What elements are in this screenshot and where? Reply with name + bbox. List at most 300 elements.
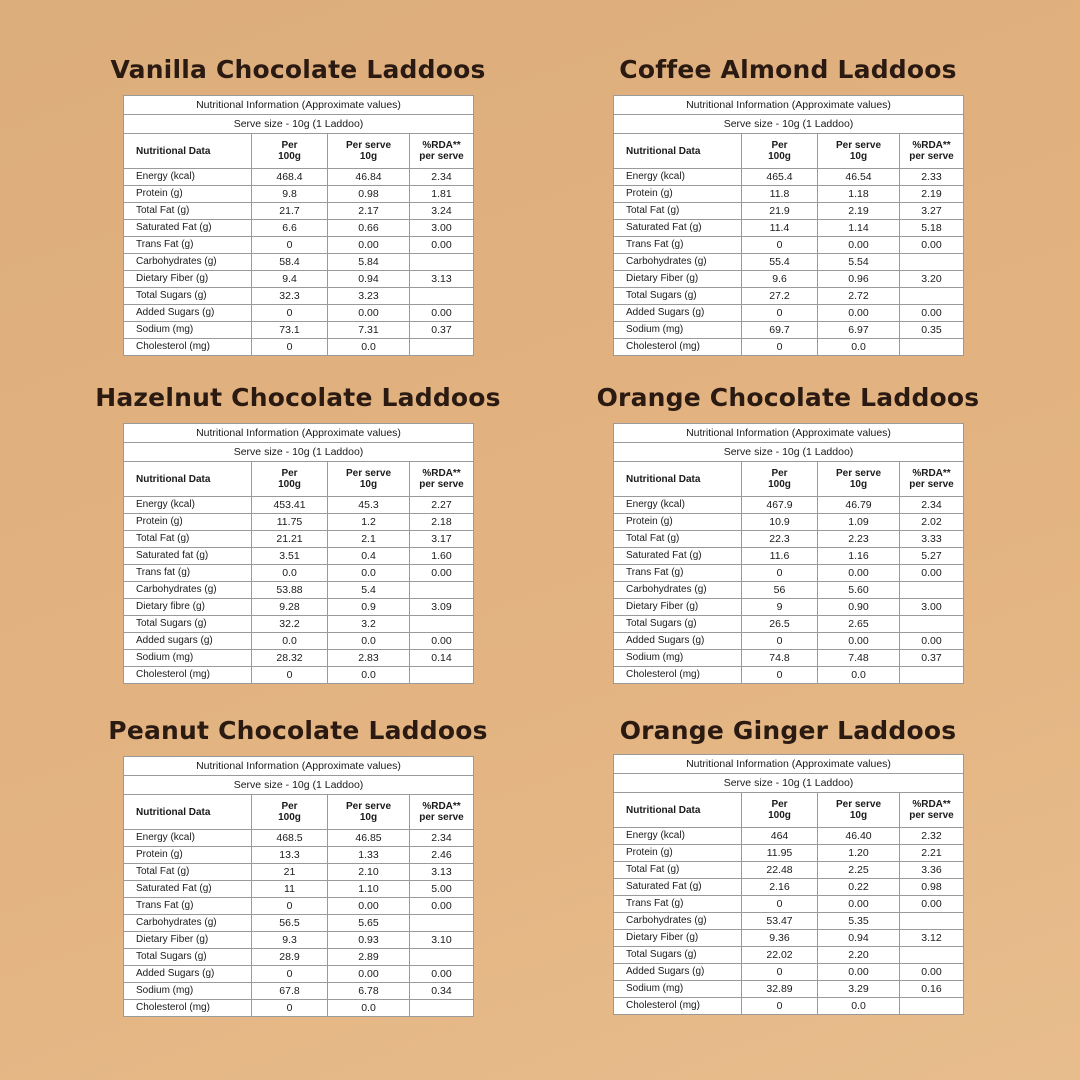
rda-value: 0.14 [410,650,474,667]
per-serve-value: 2.89 [328,949,410,966]
rda-value [900,288,964,305]
rda-value [900,616,964,633]
column-header: Per 100g [252,795,328,830]
per-100g-value: 32.89 [742,981,818,998]
column-header: Per 100g [252,462,328,497]
per-serve-value: 0.00 [818,305,900,322]
table-row [124,633,474,650]
per-100g-value: 22.48 [742,862,818,879]
table-row [614,565,964,582]
per-100g-value: 21.9 [742,203,818,220]
per-100g-value: 9 [742,599,818,616]
nutrient-label: Energy (kcal) [124,169,252,186]
nutrient-label: Carbohydrates (g) [124,915,252,932]
per-serve-value: 46.40 [818,828,900,845]
table-row [124,514,474,531]
nutrient-label: Sodium (mg) [124,650,252,667]
per-serve-value: 1.09 [818,514,900,531]
per-100g-value: 13.3 [252,847,328,864]
nutrient-label: Saturated Fat (g) [614,879,742,896]
per-100g-value: 3.51 [252,548,328,565]
nutrient-label: Protein (g) [124,186,252,203]
table-row [614,220,964,237]
per-serve-value: 3.29 [818,981,900,998]
per-serve-value: 0.00 [818,896,900,913]
per-100g-value: 28.32 [252,650,328,667]
nutrient-label: Dietary Fiber (g) [124,271,252,288]
rda-value [410,949,474,966]
per-100g-value: 0 [252,237,328,254]
nutrient-label: Energy (kcal) [614,169,742,186]
rda-value: 0.00 [410,237,474,254]
table-row [124,288,474,305]
column-header: Per 100g [252,134,328,169]
per-serve-value: 0.00 [818,633,900,650]
per-100g-value: 0 [742,237,818,254]
per-serve-value: 2.83 [328,650,410,667]
per-serve-value: 5.65 [328,915,410,932]
per-serve-value: 0.22 [818,879,900,896]
table-row [124,599,474,616]
table-row [614,288,964,305]
table-row [124,254,474,271]
per-serve-value: 0.00 [818,565,900,582]
nutrient-label: Carbohydrates (g) [614,254,742,271]
column-header: %RDA** per serve [900,134,964,169]
per-100g-value: 69.7 [742,322,818,339]
per-100g-value: 22.02 [742,947,818,964]
rda-value [410,254,474,271]
table-row [614,531,964,548]
column-header: Per serve 10g [818,134,900,169]
column-header: %RDA** per serve [410,134,474,169]
per-serve-value: 0.90 [818,599,900,616]
nutrition-table [123,756,474,1017]
nutrient-label: Trans Fat (g) [614,896,742,913]
table-row [614,930,964,947]
per-serve-value: 5.35 [818,913,900,930]
panel-title: Coffee Almond Laddoos [619,55,957,84]
per-serve-value: 1.10 [328,881,410,898]
column-header: Per serve 10g [328,795,410,830]
per-serve-value: 46.79 [818,497,900,514]
per-serve-value: 0.00 [328,898,410,915]
nutrient-label: Total Fat (g) [614,203,742,220]
column-header: Nutritional Data [124,462,252,497]
nutrient-label: Added Sugars (g) [614,305,742,322]
nutrient-label: Cholesterol (mg) [124,667,252,684]
per-100g-value: 11.6 [742,548,818,565]
table-row [614,254,964,271]
per-serve-value: 1.14 [818,220,900,237]
rda-value: 2.27 [410,497,474,514]
per-100g-value: 67.8 [252,983,328,1000]
table-caption: Nutritional Information (Approximate values) [614,96,964,115]
table-row [614,237,964,254]
per-serve-value: 2.25 [818,862,900,879]
nutrient-label: Carbohydrates (g) [614,913,742,930]
nutrient-label: Energy (kcal) [124,830,252,847]
rda-value: 3.24 [410,203,474,220]
per-serve-value: 0.96 [818,271,900,288]
rda-value: 0.37 [900,650,964,667]
nutrient-label: Sodium (mg) [124,983,252,1000]
nutrient-label: Dietary Fiber (g) [614,599,742,616]
table-row [614,828,964,845]
nutrient-label: Total Fat (g) [124,864,252,881]
per-serve-value: 0.0 [328,565,410,582]
per-serve-value: 0.00 [818,964,900,981]
rda-value: 0.00 [900,896,964,913]
per-serve-value: 6.78 [328,983,410,1000]
per-serve-value: 3.23 [328,288,410,305]
table-row [614,947,964,964]
serve-size: Serve size - 10g (1 Laddoo) [614,443,964,462]
per-serve-value: 7.31 [328,322,410,339]
per-100g-value: 464 [742,828,818,845]
per-serve-value: 46.85 [328,830,410,847]
per-100g-value: 56 [742,582,818,599]
per-100g-value: 0 [742,998,818,1015]
table-row [124,531,474,548]
rda-value: 2.32 [900,828,964,845]
table-row [124,949,474,966]
rda-value: 0.00 [900,565,964,582]
nutrient-label: Dietary Fiber (g) [124,932,252,949]
table-row [124,565,474,582]
per-100g-value: 9.6 [742,271,818,288]
panel-title: Orange Ginger Laddoos [619,716,957,745]
per-serve-value: 5.4 [328,582,410,599]
per-100g-value: 0 [252,966,328,983]
rda-value: 0.16 [900,981,964,998]
per-100g-value: 26.5 [742,616,818,633]
nutrient-label: Energy (kcal) [614,497,742,514]
per-100g-value: 0 [252,1000,328,1017]
per-100g-value: 9.4 [252,271,328,288]
table-row [614,896,964,913]
per-100g-value: 0 [742,633,818,650]
table-row [614,497,964,514]
per-serve-value: 0.0 [818,998,900,1015]
per-serve-value: 2.19 [818,203,900,220]
rda-value: 0.00 [410,898,474,915]
nutrient-label: Protein (g) [614,514,742,531]
column-header: Nutritional Data [614,134,742,169]
table-row [614,616,964,633]
per-serve-value: 6.97 [818,322,900,339]
per-100g-value: 0 [742,565,818,582]
rda-value: 0.00 [410,565,474,582]
nutrient-label: Saturated Fat (g) [124,881,252,898]
nutrient-label: Protein (g) [614,186,742,203]
per-100g-value: 0 [252,898,328,915]
table-row [614,305,964,322]
per-100g-value: 11.95 [742,845,818,862]
per-serve-value: 0.94 [818,930,900,947]
table-row [124,650,474,667]
nutrient-label: Trans fat (g) [124,565,252,582]
panel-title: Orange Chocolate Laddoos [596,383,980,412]
column-header: %RDA** per serve [410,462,474,497]
per-serve-value: 0.0 [328,339,410,356]
per-serve-value: 7.48 [818,650,900,667]
table-row [614,203,964,220]
panel-title: Peanut Chocolate Laddoos [108,716,488,745]
per-serve-value: 0.93 [328,932,410,949]
table-row [124,847,474,864]
table-row [124,548,474,565]
rda-value: 2.18 [410,514,474,531]
table-caption: Nutritional Information (Approximate values) [124,757,474,776]
column-header: Nutritional Data [614,793,742,828]
column-header: Per serve 10g [818,793,900,828]
rda-value: 2.21 [900,845,964,862]
nutrient-label: Total Sugars (g) [124,949,252,966]
per-serve-value: 0.0 [818,339,900,356]
per-100g-value: 453.41 [252,497,328,514]
nutrient-label: Added Sugars (g) [614,964,742,981]
table-row [614,981,964,998]
nutrition-table [613,95,964,356]
column-header: Nutritional Data [614,462,742,497]
per-100g-value: 9.3 [252,932,328,949]
rda-value: 3.00 [410,220,474,237]
rda-value: 5.00 [410,881,474,898]
nutrient-label: Total Sugars (g) [124,616,252,633]
per-100g-value: 0 [742,896,818,913]
rda-value: 0.00 [410,305,474,322]
per-100g-value: 74.8 [742,650,818,667]
table-row [614,548,964,565]
column-header: %RDA** per serve [410,795,474,830]
column-header: %RDA** per serve [900,462,964,497]
per-serve-value: 45.3 [328,497,410,514]
table-row [124,616,474,633]
column-header: Nutritional Data [124,795,252,830]
rda-value: 3.33 [900,531,964,548]
per-100g-value: 467.9 [742,497,818,514]
per-serve-value: 46.84 [328,169,410,186]
rda-value: 0.00 [900,633,964,650]
per-serve-value: 2.23 [818,531,900,548]
per-100g-value: 465.4 [742,169,818,186]
table-row [124,915,474,932]
per-serve-value: 1.33 [328,847,410,864]
per-100g-value: 0.0 [252,633,328,650]
per-100g-value: 11.75 [252,514,328,531]
rda-value: 1.60 [410,548,474,565]
nutrient-label: Sodium (mg) [614,981,742,998]
per-serve-value: 5.60 [818,582,900,599]
rda-value: 5.27 [900,548,964,565]
nutrient-label: Total Fat (g) [614,862,742,879]
rda-value: 3.13 [410,864,474,881]
rda-value [410,915,474,932]
nutrient-label: Added Sugars (g) [614,633,742,650]
nutrient-label: Trans Fat (g) [124,237,252,254]
serve-size: Serve size - 10g (1 Laddoo) [614,774,964,793]
per-100g-value: 2.16 [742,879,818,896]
serve-size: Serve size - 10g (1 Laddoo) [124,443,474,462]
per-serve-value: 1.16 [818,548,900,565]
rda-value: 0.00 [410,966,474,983]
per-serve-value: 5.54 [818,254,900,271]
column-header: Per 100g [742,134,818,169]
per-100g-value: 0 [252,667,328,684]
nutrient-label: Sodium (mg) [614,322,742,339]
rda-value: 0.00 [900,305,964,322]
serve-size: Serve size - 10g (1 Laddoo) [124,115,474,134]
nutrient-label: Added Sugars (g) [124,305,252,322]
rda-value [900,254,964,271]
nutrient-label: Cholesterol (mg) [614,339,742,356]
table-row [124,881,474,898]
serve-size: Serve size - 10g (1 Laddoo) [124,776,474,795]
nutrient-label: Dietary Fiber (g) [614,271,742,288]
per-serve-value: 0.00 [328,305,410,322]
table-row [124,203,474,220]
nutrient-label: Total Sugars (g) [614,947,742,964]
rda-value: 2.34 [410,830,474,847]
per-serve-value: 0.0 [328,667,410,684]
per-100g-value: 0 [252,305,328,322]
nutrient-label: Added Sugars (g) [124,966,252,983]
rda-value [900,998,964,1015]
rda-value: 0.00 [410,633,474,650]
table-row [614,186,964,203]
per-100g-value: 53.47 [742,913,818,930]
per-100g-value: 53.88 [252,582,328,599]
per-serve-value: 46.54 [818,169,900,186]
rda-value [900,667,964,684]
per-100g-value: 0 [742,667,818,684]
table-row [124,667,474,684]
table-row [124,322,474,339]
table-row [124,220,474,237]
rda-value [900,582,964,599]
rda-value: 3.10 [410,932,474,949]
per-100g-value: 0 [742,964,818,981]
per-100g-value: 11.8 [742,186,818,203]
table-row [124,186,474,203]
nutrient-label: Saturated Fat (g) [614,220,742,237]
table-caption: Nutritional Information (Approximate values) [614,755,964,774]
nutrient-label: Total Sugars (g) [614,288,742,305]
rda-value: 3.20 [900,271,964,288]
rda-value: 3.13 [410,271,474,288]
rda-value [410,667,474,684]
table-row [614,998,964,1015]
table-caption: Nutritional Information (Approximate values) [124,96,474,115]
nutrient-label: Carbohydrates (g) [614,582,742,599]
per-100g-value: 0 [252,339,328,356]
table-row [124,898,474,915]
per-100g-value: 468.4 [252,169,328,186]
table-row [614,322,964,339]
table-caption: Nutritional Information (Approximate values) [124,424,474,443]
table-row [124,983,474,1000]
per-serve-value: 2.65 [818,616,900,633]
per-100g-value: 32.3 [252,288,328,305]
per-100g-value: 22.3 [742,531,818,548]
per-100g-value: 9.36 [742,930,818,947]
table-row [124,1000,474,1017]
rda-value [410,339,474,356]
table-row [614,339,964,356]
rda-value: 0.37 [410,322,474,339]
column-header: Per serve 10g [328,134,410,169]
rda-value [410,616,474,633]
per-100g-value: 10.9 [742,514,818,531]
per-serve-value: 0.0 [328,633,410,650]
column-header: %RDA** per serve [900,793,964,828]
table-row [124,830,474,847]
per-100g-value: 6.6 [252,220,328,237]
per-serve-value: 0.00 [328,237,410,254]
table-row [124,582,474,599]
table-caption: Nutritional Information (Approximate values) [614,424,964,443]
table-row [124,864,474,881]
table-row [614,633,964,650]
table-row [614,879,964,896]
per-serve-value: 1.2 [328,514,410,531]
nutrition-table [123,95,474,356]
nutrient-label: Sodium (mg) [124,322,252,339]
rda-value: 3.27 [900,203,964,220]
per-100g-value: 21.7 [252,203,328,220]
nutrient-label: Dietary Fiber (g) [614,930,742,947]
rda-value: 3.17 [410,531,474,548]
column-header: Per 100g [742,793,818,828]
nutrient-label: Cholesterol (mg) [614,998,742,1015]
rda-value [410,288,474,305]
table-row [614,667,964,684]
rda-value [900,339,964,356]
nutrient-label: Protein (g) [124,847,252,864]
per-serve-value: 5.84 [328,254,410,271]
column-header: Nutritional Data [124,134,252,169]
per-serve-value: 0.66 [328,220,410,237]
per-100g-value: 28.9 [252,949,328,966]
table-row [614,845,964,862]
rda-value: 5.18 [900,220,964,237]
nutrient-label: Saturated fat (g) [124,548,252,565]
per-100g-value: 73.1 [252,322,328,339]
rda-value: 2.46 [410,847,474,864]
table-row [124,169,474,186]
rda-value: 3.36 [900,862,964,879]
per-serve-value: 0.0 [818,667,900,684]
nutrient-label: Total Fat (g) [614,531,742,548]
nutrient-label: Cholesterol (mg) [124,339,252,356]
rda-value [900,913,964,930]
per-100g-value: 0 [742,305,818,322]
per-serve-value: 0.00 [818,237,900,254]
per-100g-value: 11 [252,881,328,898]
nutrient-label: Trans Fat (g) [614,237,742,254]
table-row [124,339,474,356]
rda-value [410,582,474,599]
per-100g-value: 0 [742,339,818,356]
rda-value: 2.34 [410,169,474,186]
per-serve-value: 0.00 [328,966,410,983]
table-row [614,862,964,879]
rda-value: 3.00 [900,599,964,616]
table-row [614,271,964,288]
table-row [124,271,474,288]
nutrient-label: Total Fat (g) [124,203,252,220]
